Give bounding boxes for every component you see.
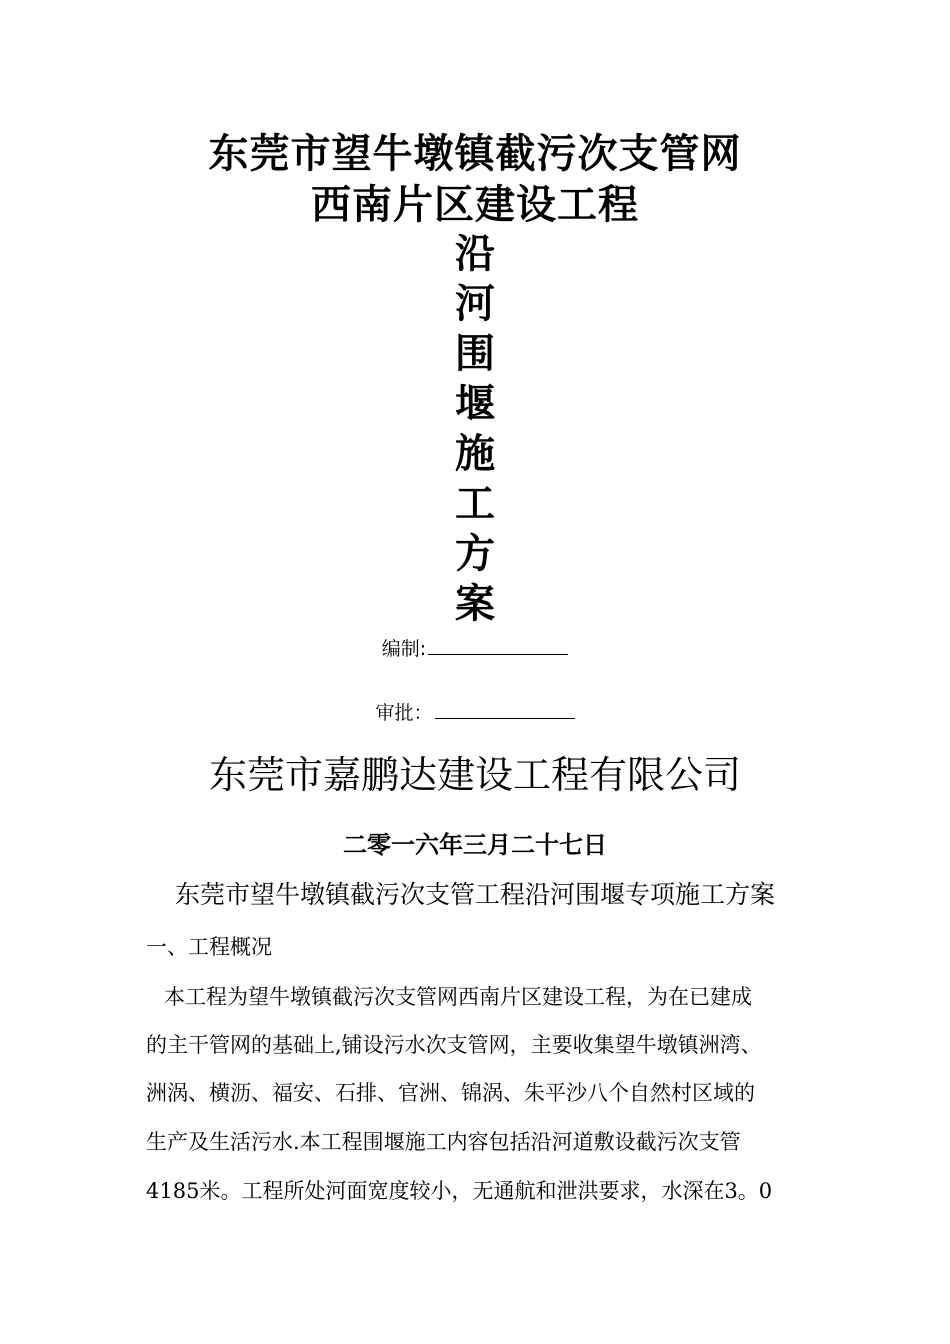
cover-title-line-2: 西南片区建设工程 — [311, 182, 639, 228]
cover-vertical-char: 案 — [455, 581, 495, 627]
cover-title-line-1: 东莞市望牛墩镇截污次支管网 — [208, 131, 742, 177]
section-title: 一、工程概况 — [146, 935, 272, 959]
approved-by-signature-line — [435, 700, 575, 719]
document-heading: 东莞市望牛墩镇截污次支管工程沿河围堰专项施工方案 — [174, 880, 775, 909]
cover-vertical-char: 河 — [455, 281, 495, 327]
cover-vertical-char: 堰 — [455, 381, 495, 427]
cover-vertical-char: 工 — [455, 481, 495, 527]
paragraph-line: 洲涡、横沥、福安、石排、官洲、锦涡、朱平沙八个自然村区域的 — [146, 1081, 755, 1105]
compiled-by-label: 编制: — [381, 638, 427, 660]
paragraph-line: 本工程为望牛墩镇截污次支管网西南片区建设工程，为在已建成 — [164, 985, 752, 1009]
cover-date: 二零一六年三月二十七日 — [343, 831, 607, 859]
company-name: 东莞市嘉鹏达建设工程有限公司 — [208, 753, 741, 797]
paragraph-line: 生产及生活污水.本工程围堰施工内容包括沿河道敷设截污次支管 — [146, 1130, 741, 1154]
cover-vertical-char: 沿 — [455, 231, 495, 277]
paragraph-line: 4185米。工程所处河面宽度较小，无通航和泄洪要求，水深在3。0 — [146, 1179, 773, 1203]
cover-vertical-char: 方 — [455, 531, 495, 577]
compiled-by-signature-line — [428, 636, 568, 655]
paragraph-line: 的主干管网的基础上,铺设污水次支管网，主要收集望牛墩镇洲湾、 — [146, 1033, 762, 1057]
approved-by-row — [0, 700, 950, 726]
approved-by-label: 审批： — [375, 702, 433, 724]
compiled-by-row — [0, 636, 950, 662]
cover-vertical-char: 围 — [455, 331, 495, 377]
cover-vertical-char: 施 — [455, 431, 495, 477]
